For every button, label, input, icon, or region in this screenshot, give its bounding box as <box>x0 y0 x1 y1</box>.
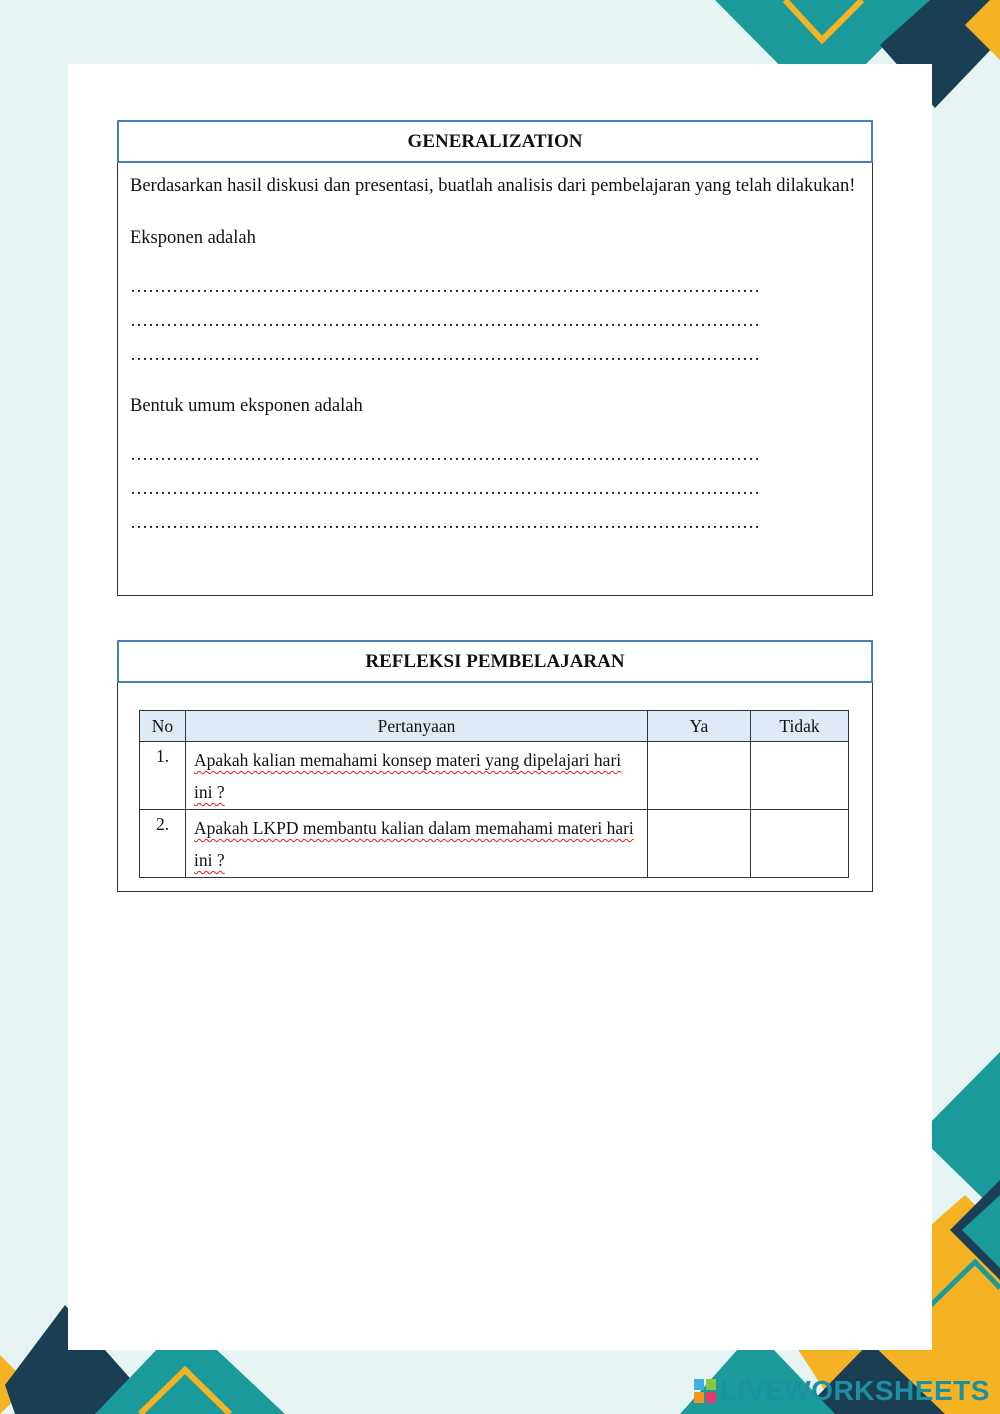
question-bentuk-umum: Bentuk umum eksponen adalah <box>130 396 363 416</box>
answer-lines-bentuk-umum[interactable] <box>130 437 860 539</box>
answer-line[interactable]: …………………………………………………………………………………………… <box>130 344 760 364</box>
row-number: 2. <box>140 810 186 878</box>
generalization-body <box>118 163 872 539</box>
column-header-ya: Ya <box>648 711 751 742</box>
reflection-title: REFLEKSI PEMBELAJARAN <box>117 640 873 683</box>
reflection-box <box>117 640 873 892</box>
column-header-tidak: Tidak <box>751 711 849 742</box>
row-number: 1. <box>140 742 186 810</box>
reflection-table <box>139 710 849 878</box>
column-header-pertanyaan: Pertanyaan <box>186 711 648 742</box>
answer-line[interactable]: …………………………………………………………………………………………… <box>130 478 760 498</box>
answer-line[interactable]: …………………………………………………………………………………………… <box>130 310 760 330</box>
brand-name: LIVEWORKSHEETS <box>720 1375 990 1406</box>
liveworksheets-logo-icon <box>694 1379 716 1403</box>
table-header-row <box>140 711 849 742</box>
row-question: Apakah kalian memahami konsep materi yang dipelajari hari ini ? <box>186 742 648 810</box>
answer-cell-tidak[interactable] <box>751 810 849 878</box>
table-row <box>140 742 849 810</box>
answer-cell-ya[interactable] <box>648 742 751 810</box>
answer-line[interactable]: …………………………………………………………………………………………… <box>130 444 760 464</box>
row-question: Apakah LKPD membantu kalian dalam memahami materi hari ini ? <box>186 810 648 878</box>
generalization-instruction: Berdasarkan hasil diskusi dan presentasi, buatlah analisis dari pembelajaran yang telah dilakukan! <box>130 176 856 196</box>
answer-cell-tidak[interactable] <box>751 742 849 810</box>
answer-line[interactable]: …………………………………………………………………………………………… <box>130 276 760 296</box>
column-header-no: No <box>140 711 186 742</box>
table-row <box>140 810 849 878</box>
generalization-box <box>117 120 873 596</box>
liveworksheets-watermark <box>694 1375 990 1407</box>
generalization-title: GENERALIZATION <box>117 120 873 163</box>
answer-cell-ya[interactable] <box>648 810 751 878</box>
answer-lines-eksponen[interactable] <box>130 269 860 371</box>
answer-line[interactable]: …………………………………………………………………………………………… <box>130 512 760 532</box>
question-eksponen: Eksponen adalah <box>130 228 256 248</box>
